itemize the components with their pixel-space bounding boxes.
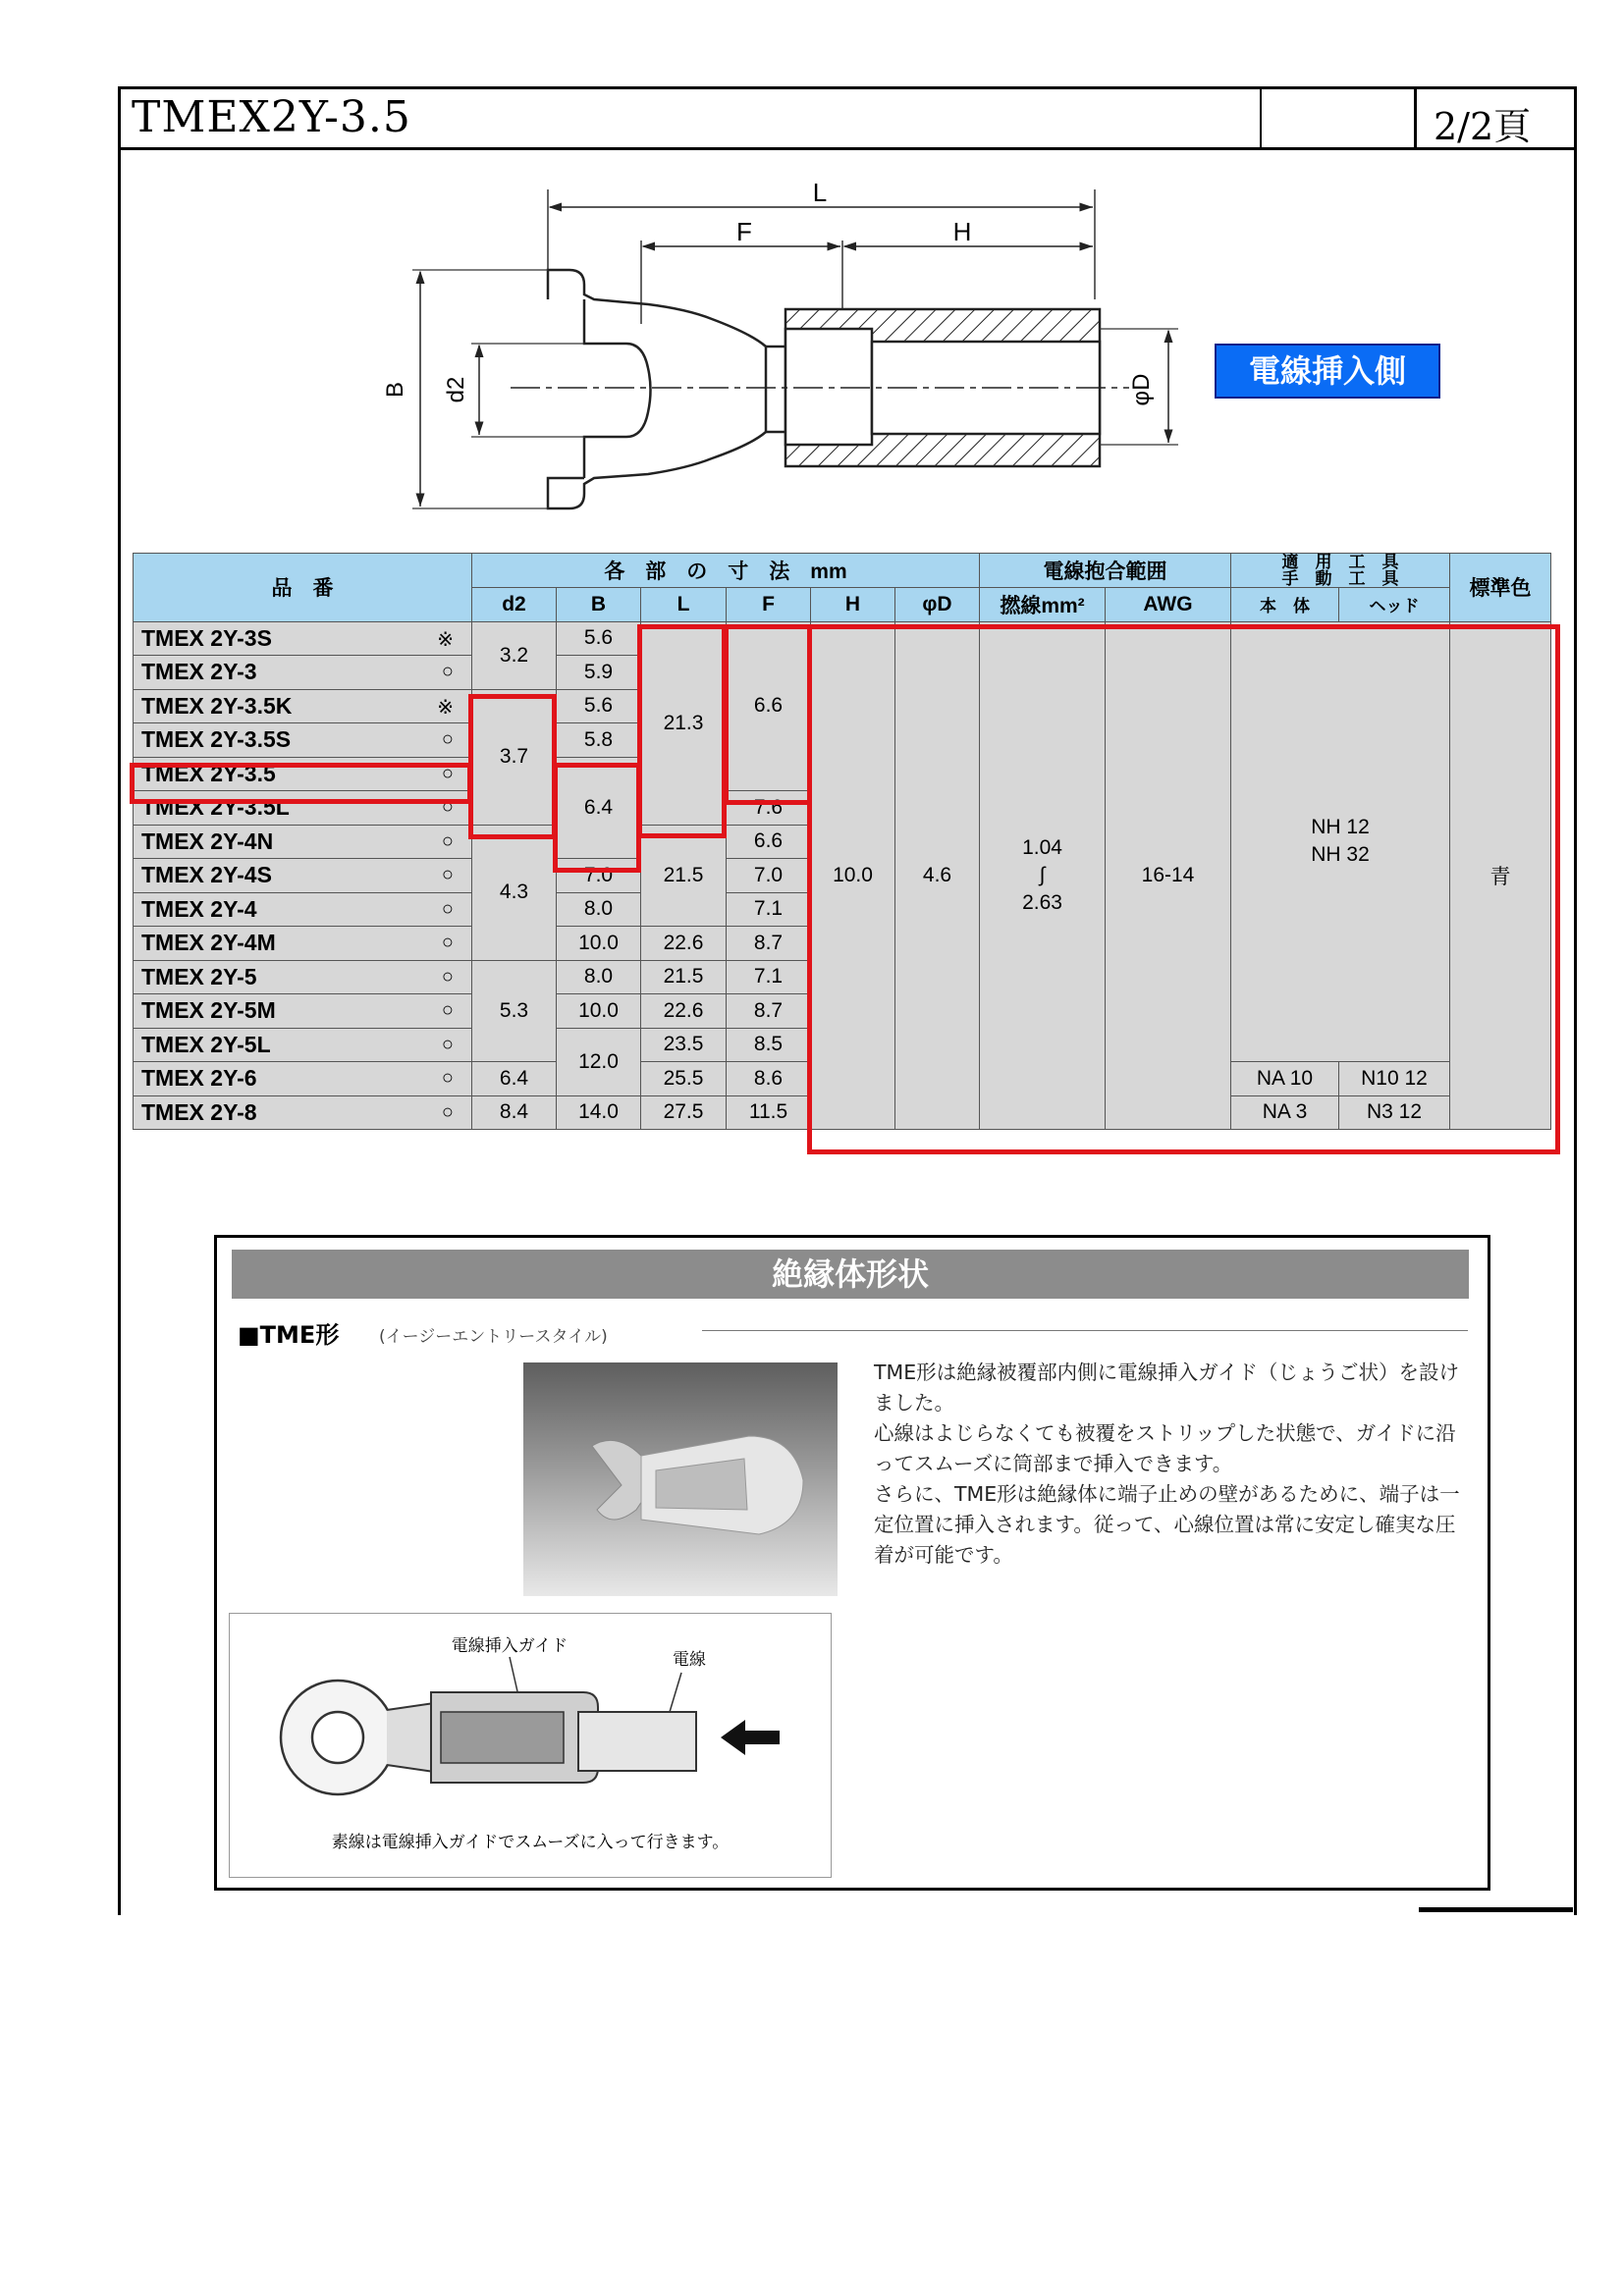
col-awg: AWG <box>1106 588 1231 622</box>
cell-L: 25.5 <box>641 1062 727 1096</box>
part-number: TMEX 2Y-3S ※ <box>134 621 472 656</box>
cell-phiD: 4.6 <box>895 621 980 1130</box>
divider <box>702 1330 1468 1331</box>
dim-B-label: B <box>382 381 408 399</box>
part-number: TMEX 2Y-4N ○ <box>134 825 472 859</box>
cell-F: 8.7 <box>727 994 811 1029</box>
cell-awg: 16-14 <box>1106 621 1231 1130</box>
tme-label: ■TME形 <box>238 1321 340 1349</box>
cell-L: 21.5 <box>641 960 727 994</box>
cell-L: 22.6 <box>641 927 727 961</box>
mm2-max: 2.63 <box>1022 890 1062 914</box>
insertion-diagram <box>229 1613 832 1878</box>
part-number: TMEX 2Y-6 ○ <box>134 1062 472 1096</box>
col-product: 品 番 <box>134 554 472 622</box>
cell-F: 8.7 <box>727 927 811 961</box>
col-color: 標準色 <box>1450 554 1551 622</box>
col-wire-range: 電線抱合範囲 <box>980 554 1231 588</box>
cell-B: 10.0 <box>557 927 641 961</box>
highlight-B <box>553 763 641 873</box>
highlight-specs <box>807 624 1560 1154</box>
cell-d2: 3.7 <box>472 689 557 825</box>
row-mark: ※ <box>437 696 454 719</box>
row-mark: ○ <box>441 1067 454 1089</box>
col-tool <box>1231 554 1450 588</box>
dim-d2-label: d2 <box>443 376 469 403</box>
cell-tool-body: NA 3 <box>1231 1095 1339 1130</box>
mm2-min: 1.04 <box>1022 835 1062 859</box>
header-divider <box>1260 86 1262 148</box>
cell-F: 7.6 <box>727 791 811 826</box>
cell-F: 6.6 <box>727 825 811 859</box>
mm2-separator: ∫ <box>1039 863 1046 886</box>
row-mark: ○ <box>441 661 454 682</box>
col-phiD: φD <box>895 588 980 622</box>
cell-tool-body: NA 10 <box>1231 1062 1339 1096</box>
cell-B: 6.4 <box>557 757 641 859</box>
part-number: TMEX 2Y-5 ○ <box>134 960 472 994</box>
cell-F: 11.5 <box>727 1095 811 1130</box>
page-number: 2/2頁 <box>1434 105 1532 148</box>
cell-B: 5.8 <box>557 723 641 758</box>
cell-F: 6.6 <box>727 621 811 791</box>
cell-B: 8.0 <box>557 892 641 927</box>
cell-L: 21.3 <box>641 621 727 825</box>
row-mark: ○ <box>441 932 454 953</box>
row-mark: ○ <box>441 965 454 988</box>
cell-B: 7.0 <box>557 859 641 893</box>
col-tool-head: ヘッド <box>1339 588 1450 622</box>
part-number: TMEX 2Y-4S ○ <box>134 859 472 893</box>
cell-F: 7.0 <box>727 859 811 893</box>
terminal-drawing <box>373 172 1155 496</box>
frame-bottom-line <box>1419 1907 1573 1912</box>
cell-H: 10.0 <box>811 621 895 1130</box>
cell-L: 21.5 <box>641 825 727 927</box>
insertion-diagram-drawing <box>230 1614 831 1877</box>
cell-d2: 5.3 <box>472 960 557 1062</box>
part-number: TMEX 2Y-4M ○ <box>134 927 472 961</box>
row-mark: ○ <box>441 762 454 784</box>
dim-L-label: L <box>812 178 828 207</box>
cell-B: 5.6 <box>557 689 641 723</box>
highlight-L <box>637 624 727 838</box>
row-mark: ○ <box>441 999 454 1021</box>
col-tool-body: 本 体 <box>1231 588 1339 622</box>
cell-F: 7.1 <box>727 960 811 994</box>
cell-B: 10.0 <box>557 994 641 1029</box>
col-L: L <box>641 588 727 622</box>
part-number: TMEX 2Y-5M ○ <box>134 994 472 1029</box>
cell-L: 22.6 <box>641 994 727 1029</box>
part-number: TMEX 2Y-3 ○ <box>134 656 472 690</box>
cell-d2: 6.4 <box>472 1062 557 1096</box>
cell-B: 5.9 <box>557 656 641 690</box>
cell-B: 8.0 <box>557 960 641 994</box>
highlight-F <box>724 624 812 805</box>
dim-H-label: H <box>952 217 972 246</box>
col-d2: d2 <box>472 588 557 622</box>
row-mark: ○ <box>441 829 454 852</box>
row-mark: ○ <box>441 1033 454 1055</box>
cell-d2: 8.4 <box>472 1095 557 1130</box>
tme-description <box>874 1358 1475 1571</box>
row-mark: ○ <box>441 897 454 920</box>
part-number: TMEX 2Y-5L ○ <box>134 1028 472 1062</box>
part-number: TMEX 2Y-8 ○ <box>134 1095 472 1130</box>
col-mm2: 撚線mm² <box>980 588 1106 622</box>
cell-d2: 3.2 <box>472 621 557 689</box>
desc-paragraph: 心線はよじらなくても被覆をストリップした状態で、ガイドに沿ってスムーズに筒部まで挿入できます。 <box>874 1421 1456 1475</box>
part-number: TMEX 2Y-3.5 ○ <box>134 757 472 791</box>
cell-tool-head: N10 12 <box>1339 1062 1450 1096</box>
diagram-guide-label: 電線挿入ガイド <box>451 1636 568 1656</box>
dim-phiD-label: φD <box>1128 373 1155 406</box>
dim-F-label: F <box>736 217 752 246</box>
part-number: TMEX 2Y-3.5L ○ <box>134 791 472 826</box>
cell-B: 14.0 <box>557 1095 641 1130</box>
tool-b: NH 32 <box>1311 843 1370 867</box>
cell-color: 青 <box>1450 621 1551 1130</box>
cell-L: 27.5 <box>641 1095 727 1130</box>
cell-tool-head: N3 12 <box>1339 1095 1450 1130</box>
tool-header-top: 適 用 工 具 <box>1281 553 1399 571</box>
part-number: TMEX 2Y-3.5K ※ <box>134 689 472 723</box>
col-H: H <box>811 588 895 622</box>
row-mark: ○ <box>441 796 454 818</box>
desc-paragraph: さらに、TME形は絶縁体に端子止めの壁があるために、端子は一定位置に挿入されます。従って、心線位置は常に安定し確実な圧着が可能です。 <box>874 1482 1460 1567</box>
col-B: B <box>557 588 641 622</box>
desc-paragraph: TME形は絶縁被覆部内側に電線挿入ガイド（じょうご状）を設けました。 <box>874 1361 1460 1415</box>
cell-L: 23.5 <box>641 1028 727 1062</box>
tool-a: NH 12 <box>1311 816 1370 839</box>
col-F: F <box>727 588 811 622</box>
part-number: TMEX 2Y-4 ○ <box>134 892 472 927</box>
wire-inlet-label: 電線挿入側 <box>1248 352 1406 390</box>
highlight-row <box>130 763 472 804</box>
page-title: TMEX2Y-3.5 <box>132 92 411 142</box>
cell-F: 7.1 <box>727 892 811 927</box>
cell-d2: 4.3 <box>472 825 557 960</box>
header-divider <box>1414 86 1417 148</box>
row-mark: ○ <box>441 728 454 750</box>
row-mark: ○ <box>441 864 454 885</box>
diagram-wire-label: 電線 <box>673 1650 706 1670</box>
tme-subtitle: (イージーエントリースタイル) <box>379 1327 608 1347</box>
panel-title: 絶縁体形状 <box>771 1255 929 1293</box>
terminal-photo-drawing <box>523 1362 838 1596</box>
highlight-d2 <box>468 694 557 839</box>
cell-B: 12.0 <box>557 1028 641 1095</box>
part-number: TMEX 2Y-3.5S ○ <box>134 723 472 758</box>
row-mark: ※ <box>437 628 454 651</box>
cell-F: 8.5 <box>727 1028 811 1062</box>
terminal-photo <box>523 1362 838 1596</box>
col-dims: 各 部 の 寸 法 mm <box>472 554 980 588</box>
cell-F: 8.6 <box>727 1062 811 1096</box>
row-mark: ○ <box>441 1100 454 1123</box>
diagram-caption: 素線は電線挿入ガイドでスムーズに入って行きます。 <box>331 1833 730 1852</box>
tool-header-mid: 手 動 工 具 <box>1281 569 1399 588</box>
cell-B: 5.6 <box>557 621 641 656</box>
